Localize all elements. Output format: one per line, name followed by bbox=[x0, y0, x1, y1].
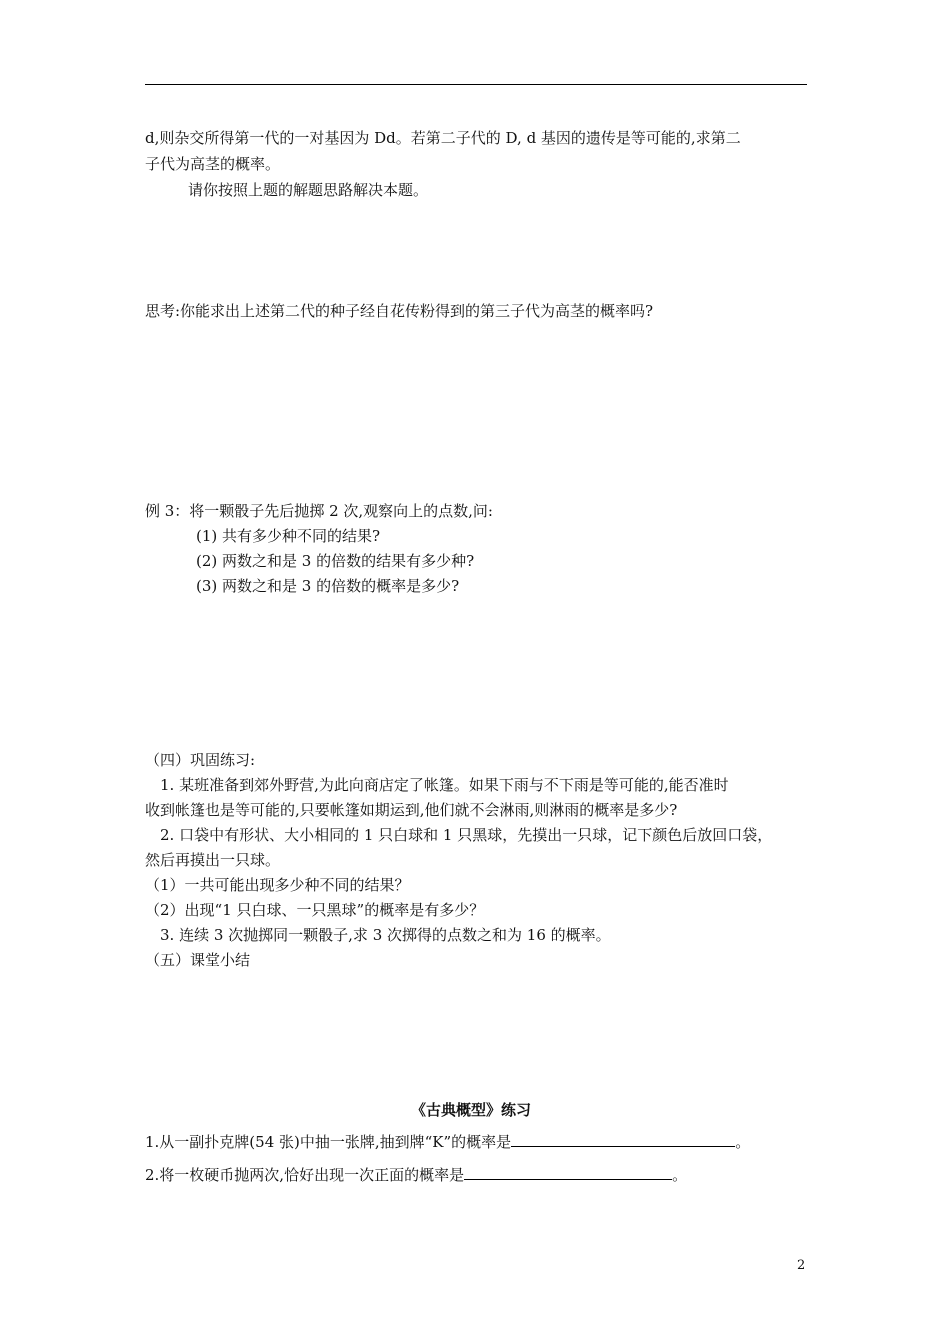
practice-line: （2）出现“1 只白球、一只黑球”的概率是有多少？ bbox=[145, 901, 485, 919]
paragraph-line: 子代为高茎的概率。 bbox=[145, 155, 281, 173]
example3-item: (2) 两数之和是 3 的倍数的结果有多少种? bbox=[196, 552, 475, 570]
practice-line: 2. 口袋中有形状、大小相同的 1 只白球和 1 只黑球，先摸出一只球，记下颜色后放回口袋， bbox=[160, 826, 773, 844]
practice-line: （1）一共可能出现多少种不同的结果？ bbox=[145, 876, 410, 894]
practice-line: 1. 某班准备到郊外野营,为此向商店定了帐篷。如果下雨与不下雨是等可能的,能否准时 bbox=[160, 776, 729, 794]
exercise-question-1 bbox=[145, 1132, 750, 1152]
exercise-title: 《古典概型》练习 bbox=[411, 1101, 532, 1119]
practice-line: 然后再摸出一只球。 bbox=[145, 851, 281, 869]
answer-blank-1[interactable] bbox=[511, 1132, 735, 1147]
practice-heading: （四）巩固练习: bbox=[145, 751, 256, 769]
exercise-question-1-end: 。 bbox=[735, 1133, 751, 1151]
exercise-question-2-text: 2.将一枚硬币抛两次,恰好出现一次正面的概率是 bbox=[145, 1166, 465, 1184]
answer-blank-2[interactable] bbox=[464, 1165, 672, 1180]
summary-heading: （五）课堂小结 bbox=[145, 951, 251, 969]
paragraph-line: d,则杂交所得第一代的一对基因为 Dd。若第二子代的 D, d 基因的遗传是等可能的,求第二 bbox=[145, 129, 741, 147]
think-question: 思考:你能求出上述第二代的种子经自花传粉得到的第三子代为高茎的概率吗? bbox=[145, 302, 654, 320]
exercise-question-1-text: 1.从一副扑克牌(54 张)中抽一张牌,抽到牌“K”的概率是 bbox=[145, 1133, 512, 1151]
exercise-question-2-end: 。 bbox=[672, 1166, 688, 1184]
paragraph-line: 请你按照上题的解题思路解决本题。 bbox=[188, 181, 429, 199]
practice-line: 收到帐篷也是等可能的,只要帐篷如期运到,他们就不会淋雨,则淋雨的概率是多少? bbox=[145, 801, 678, 819]
example3-stem: 例 3：将一颗骰子先后抛掷 2 次,观察向上的点数,问: bbox=[145, 502, 493, 520]
practice-line: 3. 连续 3 次抛掷同一颗骰子,求 3 次掷得的点数之和为 16 的概率。 bbox=[160, 926, 611, 944]
exercise-question-2 bbox=[145, 1165, 687, 1185]
header-rule bbox=[145, 84, 807, 85]
example3-item: (3) 两数之和是 3 的倍数的概率是多少? bbox=[196, 577, 460, 595]
page-number: 2 bbox=[797, 1258, 806, 1273]
example3-item: (1) 共有多少种不同的结果? bbox=[196, 527, 381, 545]
